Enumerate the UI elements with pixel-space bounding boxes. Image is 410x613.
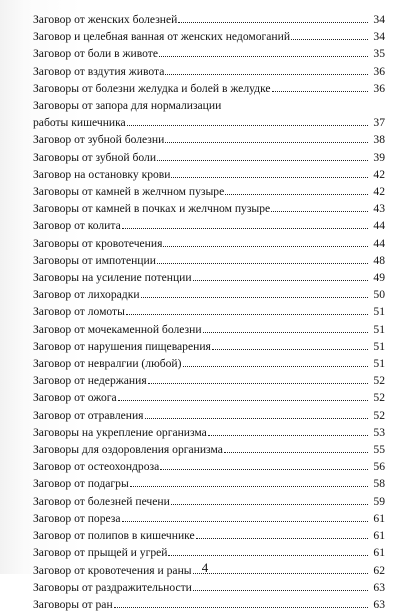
toc-entry-page: 37: [373, 116, 385, 130]
toc-entry-row: [33, 286, 385, 303]
toc-entry-page: 52: [373, 408, 385, 422]
toc-entry-title: Заговор от подагры: [33, 477, 129, 491]
toc-leader-dots: [141, 296, 368, 298]
toc-entry: [33, 424, 385, 441]
toc-entry-title: Заговор от недержания: [33, 374, 147, 388]
toc-entry-page: 44: [373, 236, 385, 250]
toc-entry-row: [33, 11, 385, 28]
toc-entry: [33, 493, 385, 510]
toc-leader-dots: [272, 90, 368, 92]
toc-entry-title: Заговор от колита: [33, 219, 121, 233]
toc-leader-dots: [168, 554, 368, 556]
toc-entry: [33, 338, 385, 355]
toc-entry-page: 35: [373, 47, 385, 61]
toc-entry-page: 62: [373, 563, 385, 577]
toc-entry-page: 52: [373, 374, 385, 388]
toc-entry-row: [33, 510, 385, 527]
toc-entry: [33, 217, 385, 234]
toc-entry-title: Заговор от прыщей и угрей: [33, 546, 168, 560]
toc-entry-title: Заговор от женских болезней: [33, 13, 178, 26]
toc-entry: [33, 321, 385, 338]
toc-entry-row: [33, 458, 385, 475]
toc-entry-row: [33, 527, 385, 544]
toc-entry: [33, 131, 385, 148]
toc-entry-page: 44: [373, 219, 385, 233]
toc-entry-row: [33, 424, 385, 441]
toc-leader-dots: [183, 365, 369, 367]
toc-leader-dots: [203, 331, 368, 333]
toc-leader-dots: [212, 348, 368, 350]
toc-entry-page: 36: [373, 64, 385, 78]
toc-entry-page: 51: [373, 305, 385, 319]
toc-entry: [33, 596, 385, 613]
toc-entry-title-continued: работы кишечника: [33, 116, 126, 130]
toc-leader-dots: [127, 124, 368, 126]
toc-entry-title: Заговор от болезней печени: [33, 494, 170, 508]
toc-entry-row: [33, 217, 385, 234]
toc-entry-row: [33, 441, 385, 458]
toc-entry: [33, 355, 385, 372]
table-of-contents: [33, 11, 385, 613]
toc-entry-title: Заговоры на укрепление организма: [33, 425, 207, 439]
toc-entry-row: [33, 252, 385, 269]
toc-entry-title: Заговор от ожога: [33, 391, 117, 405]
toc-entry-row: [33, 303, 385, 320]
toc-entry: [33, 527, 385, 544]
toc-entry-page: 36: [373, 81, 385, 95]
toc-leader-dots: [193, 279, 368, 281]
toc-leader-dots: [122, 227, 368, 229]
toc-leader-dots: [165, 73, 368, 75]
toc-entry-page: 48: [373, 253, 385, 267]
toc-entry: [33, 510, 385, 527]
toc-leader-dots: [118, 399, 368, 401]
toc-entry-page: 42: [373, 167, 385, 181]
toc-entry-page: 49: [373, 271, 385, 285]
toc-entry: [33, 407, 385, 424]
toc-entry: [33, 544, 385, 561]
toc-leader-dots: [196, 537, 368, 539]
toc-entry: [33, 252, 385, 269]
toc-entry: [33, 269, 385, 286]
toc-entry-page: 61: [373, 546, 385, 560]
toc-entry-title: Заговор от мочекаменной болезни: [33, 322, 202, 336]
toc-entry-page: 52: [373, 391, 385, 405]
toc-entry-title: Заговоры от камней в почках и желчном пузыре: [33, 202, 271, 216]
toc-entry-page: 61: [373, 511, 385, 525]
toc-leader-dots: [171, 176, 368, 178]
toc-entry-page: 51: [373, 357, 385, 371]
toc-entry-row: [33, 544, 385, 561]
toc-entry: [33, 389, 385, 406]
toc-entry-title: Заговор от пореза: [33, 511, 121, 525]
toc-entry: [33, 579, 385, 596]
toc-entry: [33, 372, 385, 389]
toc-entry-row: [33, 321, 385, 338]
toc-entry-page: 39: [373, 150, 385, 164]
toc-entry-row: [33, 389, 385, 406]
toc-entry-title: Заговор от полипов в кишечнике: [33, 529, 195, 543]
toc-entry-page: 42: [373, 185, 385, 199]
toc-entry-row: [33, 355, 385, 372]
toc-entry-page: 43: [373, 202, 385, 216]
toc-entry: [33, 235, 385, 252]
toc-entry-title: Заговор от боли в животе: [33, 47, 158, 61]
toc-leader-dots: [193, 589, 368, 591]
toc-entry-title: Заговор от кровотечения и раны: [33, 563, 192, 577]
toc-entry-row: [33, 596, 385, 613]
toc-leader-dots: [126, 313, 368, 315]
toc-entry: [33, 441, 385, 458]
toc-entry-title: Заговор от отравления: [33, 408, 144, 422]
toc-entry-row: [33, 269, 385, 286]
toc-entry-row: [33, 475, 385, 492]
toc-entry-row: [33, 407, 385, 424]
toc-entry: [33, 80, 385, 97]
toc-entry-page: 38: [373, 133, 385, 147]
toc-entry-title: Заговоры от запора для нормализации: [33, 99, 222, 113]
toc-entry-title: Заговоры от раздражительности: [33, 580, 192, 594]
toc-entry-row: [33, 149, 385, 166]
toc-entry: [33, 183, 385, 200]
toc-entry-row: [33, 80, 385, 97]
toc-entry: [33, 11, 385, 28]
toc-leader-dots: [291, 38, 368, 40]
toc-leader-dots: [224, 451, 368, 453]
toc-entry: [33, 63, 385, 80]
toc-entry-title: Заговоры от ран: [33, 597, 113, 611]
toc-entry-row: [33, 493, 385, 510]
toc-entry-title: Заговор от невралгии (любой): [33, 357, 182, 371]
toc-entry-row: [33, 131, 385, 148]
toc-leader-dots: [225, 193, 368, 195]
toc-entry: [33, 97, 385, 131]
toc-entry-page: 51: [373, 339, 385, 353]
toc-entry: [33, 458, 385, 475]
toc-entry-page: 55: [373, 443, 385, 457]
toc-entry-title: Заговоры от болезни желудка и болей в желудке: [33, 81, 271, 95]
toc-leader-dots: [157, 262, 368, 264]
toc-entry-page: 58: [373, 477, 385, 491]
toc-entry-title: Заговоры на усиление потенции: [33, 271, 192, 285]
toc-entry-title: Заговоры от камней в желчном пузыре: [33, 185, 225, 199]
toc-entry-page: 53: [373, 425, 385, 439]
toc-entry-row: [33, 114, 385, 131]
toc-leader-dots: [171, 503, 368, 505]
toc-entry-title: Заговор и целебная ванная от женских недомоганий: [33, 30, 291, 44]
toc-entry-page: 61: [373, 529, 385, 543]
toc-leader-dots: [208, 434, 368, 436]
toc-entry: [33, 200, 385, 217]
toc-entry-page: 56: [373, 460, 385, 474]
toc-entry-row: [33, 45, 385, 62]
toc-entry-row: [33, 372, 385, 389]
toc-entry-title: Заговоры от импотенции: [33, 253, 156, 267]
toc-entry-title: Заговор на остановку крови: [33, 167, 171, 181]
toc-entry-row: [33, 63, 385, 80]
toc-entry: [33, 303, 385, 320]
toc-entry-page: 34: [373, 13, 385, 26]
page-number: 4: [201, 560, 209, 575]
toc-entry: [33, 28, 385, 45]
toc-entry-row: [33, 183, 385, 200]
toc-entry-page: 59: [373, 494, 385, 508]
toc-entry-row: [33, 338, 385, 355]
toc-leader-dots: [130, 485, 368, 487]
toc-leader-dots: [160, 468, 368, 470]
toc-entry-title: Заговор от вздутия живота: [33, 64, 165, 78]
toc-entry-page: 50: [373, 288, 385, 302]
toc-entry-title: Заговор от зубной болезни: [33, 133, 165, 147]
toc-entry-page: 63: [373, 597, 385, 611]
toc-entry-row: [33, 166, 385, 183]
toc-entry-title: Заговор от ломоты: [33, 305, 125, 319]
toc-entry: [33, 166, 385, 183]
toc-entry: [33, 286, 385, 303]
toc-leader-dots: [271, 210, 368, 212]
toc-entry-row: [33, 235, 385, 252]
toc-leader-dots: [148, 382, 368, 384]
toc-entry-title: Заговор от остеохондроза: [33, 460, 160, 474]
toc-entry-title: Заговор от лихорадки: [33, 288, 140, 302]
toc-leader-dots: [178, 21, 368, 23]
toc-leader-dots: [159, 55, 368, 57]
toc-entry-title: Заговор от нарушения пищеварения: [33, 339, 211, 353]
toc-entry-row: [33, 200, 385, 217]
toc-leader-dots: [145, 417, 368, 419]
toc-entry-page: 51: [373, 322, 385, 336]
toc-leader-dots: [165, 141, 368, 143]
toc-entry-title: Заговоры для оздоровления организма: [33, 443, 223, 457]
toc-entry-title: Заговоры от кровотечения: [33, 236, 163, 250]
toc-entry: [33, 45, 385, 62]
toc-entry: [33, 149, 385, 166]
toc-leader-dots: [163, 245, 368, 247]
toc-leader-dots: [114, 606, 368, 608]
toc-entry-page: 63: [373, 580, 385, 594]
toc-entry-title: Заговоры от зубной боли: [33, 150, 157, 164]
toc-leader-dots: [122, 520, 368, 522]
toc-entry-page: 34: [373, 30, 385, 44]
toc-leader-dots: [157, 159, 368, 161]
toc-entry-row: [33, 579, 385, 596]
toc-entry: [33, 475, 385, 492]
toc-entry-row: [33, 28, 385, 45]
